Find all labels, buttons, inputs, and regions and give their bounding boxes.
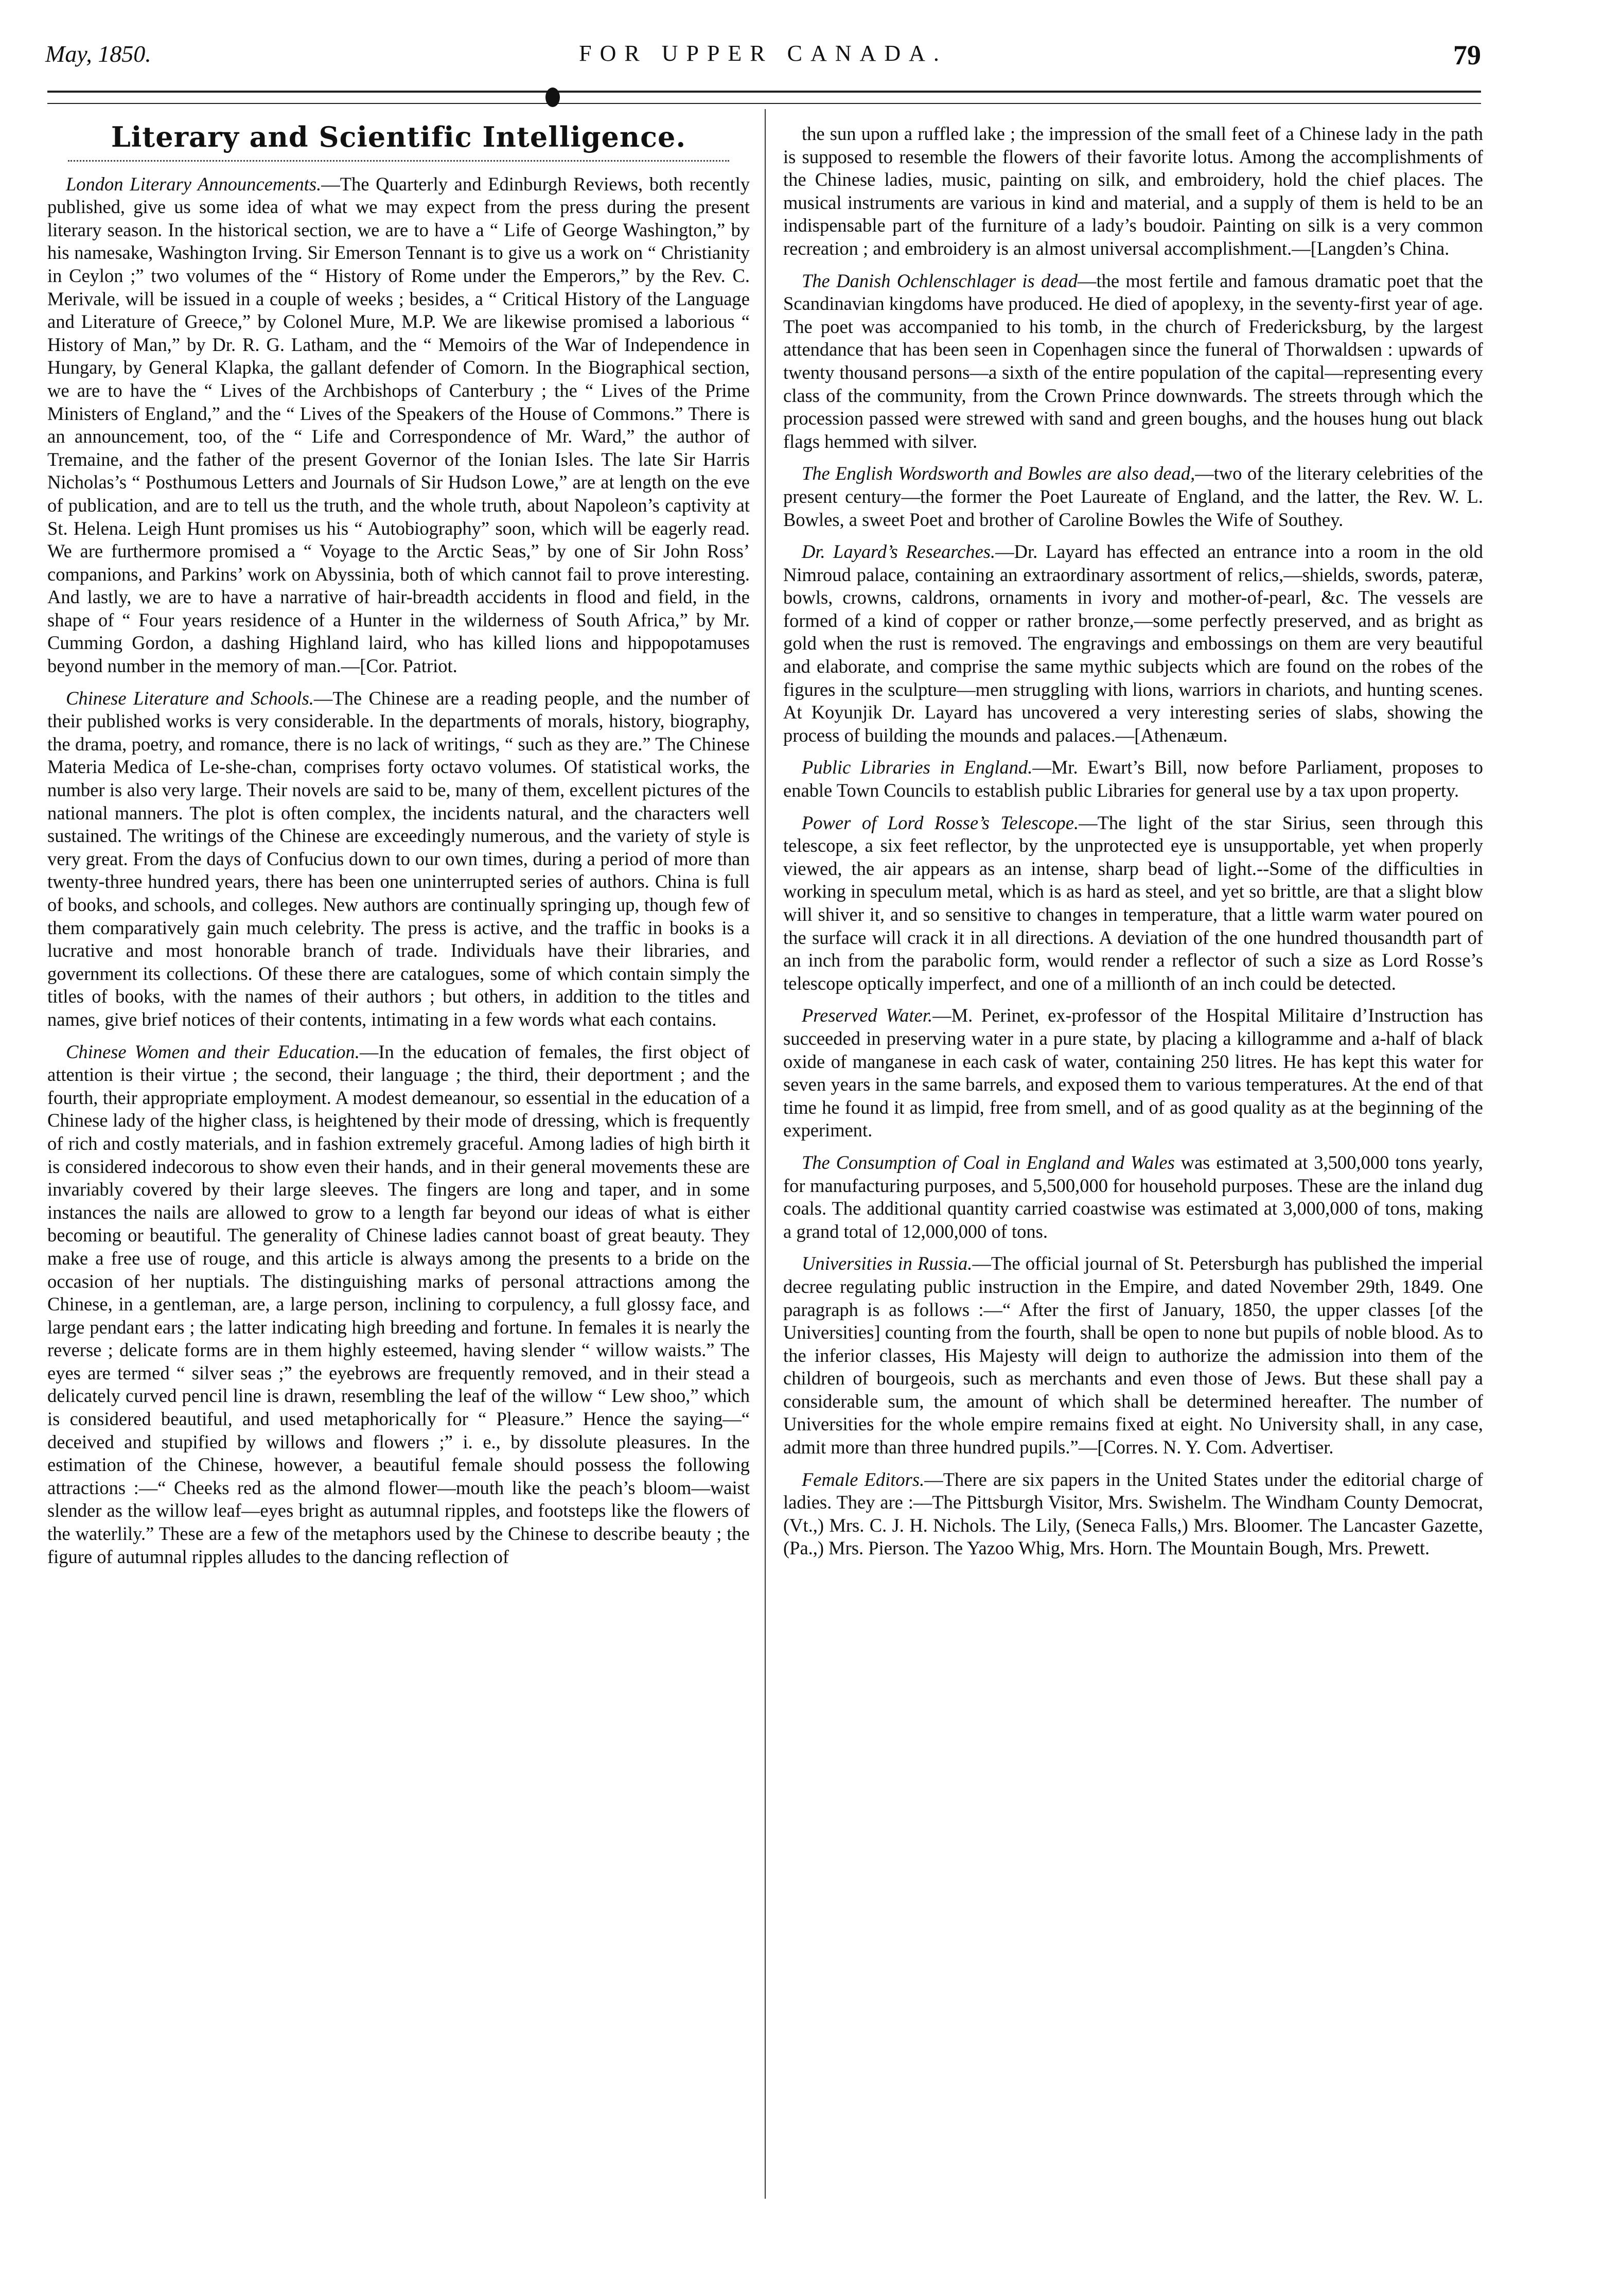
article-body: the sun upon a ruffled lake ; the impression of the small feet of a Chinese lady in the path is supposed to resemble the flowers of their favorite lotus. Among the accomplishments of the Chinese ladies, music, painting on silk, and embroidery, hold the chief places. The musical instruments are various in kind and material, and a supply of them is held to be an indispensable part of the furniture of a lady’s boudoir. Painting on silk is a very common recreation ; and embroidery is an almost universal accomplishment.—[Langden’s China. <box>783 123 1483 259</box>
left-column <box>47 111 750 1578</box>
article-heading: Chinese Women and their Education. <box>66 1041 360 1062</box>
article-paragraph <box>783 1004 1483 1142</box>
article-heading: Public Libraries in England. <box>802 757 1033 778</box>
article-body: —In the education of females, the first object of attention is their virtue ; the second, their language ; the third, their deportment ; and the fourth, their appropriate employment. A modest demeanour, so essential in the education of a Chinese lady of the higher class, is heightened by their mode of dressing, which is frequently of rich and costly materials, and in fashion extremely graceful. Among ladies of high birth it is considered indecorous to show even their hands, and in their general movements these are invariably covered by their large sleeves. The fingers are long and taper, and in some instances the nails are allowed to grow to a length far beyond our ideas of what is either becoming or beautiful. The generality of Chinese ladies cannot boast of great beauty. They make a free use of rouge, and this article is always among the presents to a bride on the occasion of her nuptials. The distinguishing marks of personal attractions among the Chinese, in a gentleman, are, a large person, inclining to corpulency, a full glossy face, and large pendant ears ; the latter indicating high breeding and fortune. In females it is nearly the reverse ; delicate forms are in them highly esteemed, having slender “ willow waists.” The eyes are termed “ silver seas ;” the eyebrows are frequently removed, and in their stead a delicately curved pencil line is drawn, resembling the leaf of the willow “ Lew shoo,” which is considered beautiful, and used metaphorically for “ Pleasure.” Hence the saying—“ deceived and stupified by willows and flowers ;” i. e., by dissolute pleasures. In the estimation of the Chinese, however, a beautiful female should possess the following attractions :—“ Cheeks red as the almond flower—mouth like the peach’s bloom—waist slender as the willow leaf—eyes bright as autumnal ripples, and footsteps like the flowers of the waterlily.” These are a few of the metaphors used by the Chinese to describe beauty ; the figure of autumnal ripples alludes to the dancing reflection of <box>47 1041 750 1567</box>
article-heading: The Danish Ochlenschlager is dead <box>802 270 1078 291</box>
page-header <box>45 40 1481 76</box>
article-heading: Chinese Literature and Schools. <box>66 687 314 709</box>
header-rule <box>47 91 1481 93</box>
article-heading: Dr. Layard’s Researches. <box>802 541 996 563</box>
article-paragraph <box>783 270 1483 453</box>
column-divider <box>765 109 766 2199</box>
article-heading: Power of Lord Rosse’s Telescope. <box>802 812 1079 833</box>
header-date: May, 1850. <box>45 41 151 67</box>
article-heading: London Literary Announcements. <box>66 173 322 195</box>
rule-ornament <box>545 87 560 107</box>
left-article-list <box>47 173 750 1569</box>
article-body: —The light of the star Sirius, seen through this telescope, a six feet reflector, by the unprotected eye is unsupportable, yet when properly viewed, the air appears as an intense, sharp bead of light.--Some of the difficulties in working in speculum metal, which is as hard as steel, and yet so brittle, are that a slight blow will shiver it, and so sensitive to changes in temperature, that a little warm water poured on the surface will crack it in all directions. A deviation of the one hundred thousandth part of an inch from the parabolic form, would render a reflector of such a size as Lord Rosse’s telescope optically imperfect, and one of a millionth of an inch could be detected. <box>783 812 1483 994</box>
article-body: —Mr. Ewart’s Bill, now before Parliament, proposes to enable Town Councils to establish public Libraries for general use by a tax upon property. <box>783 757 1484 801</box>
article-body: —two of the literary celebrities of the present century—the former the Poet Laureate of England, and the latter, the Rev. W. L. Bowles, a sweet Poet and brother of Caroline Bowles the Wife of Southey. <box>783 463 1483 530</box>
title-underline <box>68 153 729 162</box>
article-paragraph <box>47 173 750 678</box>
article-paragraph <box>783 1252 1483 1459</box>
page-number: 79 <box>1453 40 1481 71</box>
article-body: —The official journal of St. Petersburgh has published the imperial decree regulating public instruction in the Empire, and dated November 29th, 1849. One paragraph is as follows :—“ After the first of January, 1850, the upper classes [of the Universities] counting from the fourth, shall be open to none but pupils of noble blood. As to the inferior classes, His Majesty will deign to authorize the admission into them of the children of bourgeois, such as merchants and even those of Jews. But these shall pay a considerable sum, the amount of which shall be determined hereafter. The number of Universities for the whole empire remains fixed at eight. No University shall, in any case, admit more than three hundred pupils.”—[Corres. N. Y. Com. Advertiser. <box>783 1253 1484 1458</box>
article-paragraph <box>783 812 1483 995</box>
header-rule-thin <box>47 103 1481 104</box>
article-body: —Dr. Layard has effected an entrance into a room in the old Nimroud palace, containing an extraordinary assortment of relics,—shields, swords, pateræ, bowls, crowns, caldrons, ornaments in ivory and mother-of-pearl, &c. The vessels are formed of a kind of copper or rather bronze,—some perfectly preserved, and as bright as gold when the rust is removed. The engravings and embossings on them are very beautiful and elaborate, and comprise the same mythic subjects which are found on the robes of the figures in the sculpture—men struggling with lions, warriors in chariots, and hunting scenes. At Koyunjik Dr. Layard has uncovered a very interesting series of slabs, showing the process of building the mounds and palaces.—[Athenæum. <box>783 541 1483 746</box>
article-heading: Universities in Russia. <box>802 1253 973 1274</box>
article-heading: Preserved Water. <box>802 1005 933 1026</box>
article-paragraph <box>783 1468 1483 1560</box>
article-paragraph <box>783 462 1483 531</box>
article-body: —The Quarterly and Edinburgh Reviews, both recently published, give us some idea of what we may expect from the press during the present literary season. In the historical section, we are to have a “ Life of George Washington,” by his namesake, Washington Irving. Sir Emerson Tennant is to give us a work on “ Christianity in Ceylon ;” two volumes of the “ History of Rome under the Emperors,” by the Rev. C. Merivale, will be issued in a couple of weeks ; besides, a “ Critical History of the Language and Literature of Greece,” by Colonel Mure, M.P. We are likewise promised a laborious “ History of Man,” by Dr. R. G. Latham, and the “ Memoirs of the War of Independence in Hungary, by General Klapka, the gallant defender of Comorn. In the Biographical section, we are to have the “ Lives of the Archbishops of Canterbury ; the “ Lives of the Prime Ministers of England,” and the “ Lives of the Speakers of the House of Commons.” There is an announcement, too, of the “ Life and Correspondence of Mr. Ward,” the author of Tremaine, and the father of the present Governor of the Ionian Isles. The late Sir Harris Nicholas’s “ Posthumous Letters and Journals of Sir Hudson Lowe,” are at length on the eve of publication, and are to tell us the truth, and the whole truth, about Napoleon’s captivity at St. Helena. Leigh Hunt promises us his “ Autobiography” soon, which will be eagerly read. We are furthermore promised a “ Voyage to the Arctic Seas,” by one of Sir John Ross’ companions, and Parkins’ work on Abyssinia, both of which cannot fail to prove interesting. And lastly, we are to have a narrative of hair-breadth accidents in flood and field, in the shape of “ Four years residence of a Hunter in the wilderness of South Africa,” by Mr. Cumming Gordon, a dashing Highland laird, who has killed lions and hippopotamuses beyond number in the memory of man.—[Cor. Patriot. <box>47 173 750 677</box>
article-body: —There are six papers in the United States under the editorial charge of ladies. They are :—The Pittsburgh Visitor, Mrs. Swishelm. The Windham County Democrat, (Vt.,) Mrs. C. J. H. Nichols. The Lily, (Seneca Falls,) Mrs. Bloomer. The Lancaster Gazette, (Pa.,) Mrs. Pierson. The Yazoo Whig, Mrs. Horn. The Mountain Bough, Mrs. Prewett. <box>783 1468 1483 1559</box>
right-column <box>783 122 1483 1569</box>
article-paragraph <box>47 1041 750 1569</box>
article-body: —M. Perinet, ex-professor of the Hospital Militaire d’Instruction has succeeded in preserving water in a pure state, by placing a killogramme and a-half of black oxide of manganese in each cask of water, containing 250 litres. He has kept this water for seven years in the same barrels, and exposed them to various temperatures. At the end of that time he found it as limpid, free from smell, and of as good quality as at the beginning of the experiment. <box>783 1005 1483 1141</box>
header-title: FOR UPPER CANADA. <box>579 41 947 66</box>
article-body: —the most fertile and famous dramatic poet that the Scandinavian kingdoms have produced. He died of apoplexy, in the seventy-first year of age. The poet was accompanied to his tomb, in the church of Fredericksburg, by the largest attendance that has been seen in Copenhagen since the funeral of Thorwaldsen : upwards of twenty thousand persons—a sixth of the entire population of the capital—representing every class of the community, from the Crown Prince downwards. The streets through which the procession passed were strewed with sand and green boughs, and the houses hung out black flags hemmed with silver. <box>783 270 1483 452</box>
article-heading: Female Editors. <box>802 1468 925 1490</box>
right-article-list <box>783 122 1483 1560</box>
article-paragraph <box>783 122 1483 260</box>
article-paragraph <box>783 540 1483 747</box>
article-paragraph <box>783 756 1483 802</box>
article-paragraph <box>47 687 750 1031</box>
article-paragraph <box>783 1151 1483 1243</box>
article-heading: The Consumption of Coal in England and Wales <box>802 1151 1175 1173</box>
section-title: Literary and Scientific Intelligence. <box>111 120 686 153</box>
article-body: was estimated at 3,500,000 tons yearly, for manufacturing purposes, and 5,500,000 for household purposes. These are the inland dug coals. The additional quantity carried coastwise was estimated at 3,000,000 of tons, making a grand total of 12,000,000 of tons. <box>783 1151 1483 1242</box>
article-body: —The Chinese are a reading people, and the number of their published works is very considerable. In the departments of morals, history, biography, the drama, poetry, and romance, there is no lack of writings, “ such as they are.” The Chinese Materia Medica of Le-she-chan, comprises forty octavo volumes. Of statistical works, the number is also very large. Their novels are said to be, many of them, excellent pictures of the national manners. The plot is often complex, the incidents natural, and the characters well sustained. The writings of the Chinese are exceedingly numerous, and the variety of style is very great. From the days of Confucius down to our own times, during a period of more than twenty-three hundred years, there has been one uninterrupted series of authors. China is full of books, and schools, and colleges. New authors are continually springing up, though few of them comparatively gain much celebrity. The press is active, and the traffic in books is a lucrative and most honorable branch of trade. Individuals have their libraries, and government its collections. Of these there are catalogues, some of which contain simply the titles of books, with the names of their authors ; but others, in addition to the titles and names, give brief notices of their contents, intimating in a few words what each contains. <box>47 687 750 1030</box>
article-heading: The English Wordsworth and Bowles are also dead, <box>802 463 1195 484</box>
